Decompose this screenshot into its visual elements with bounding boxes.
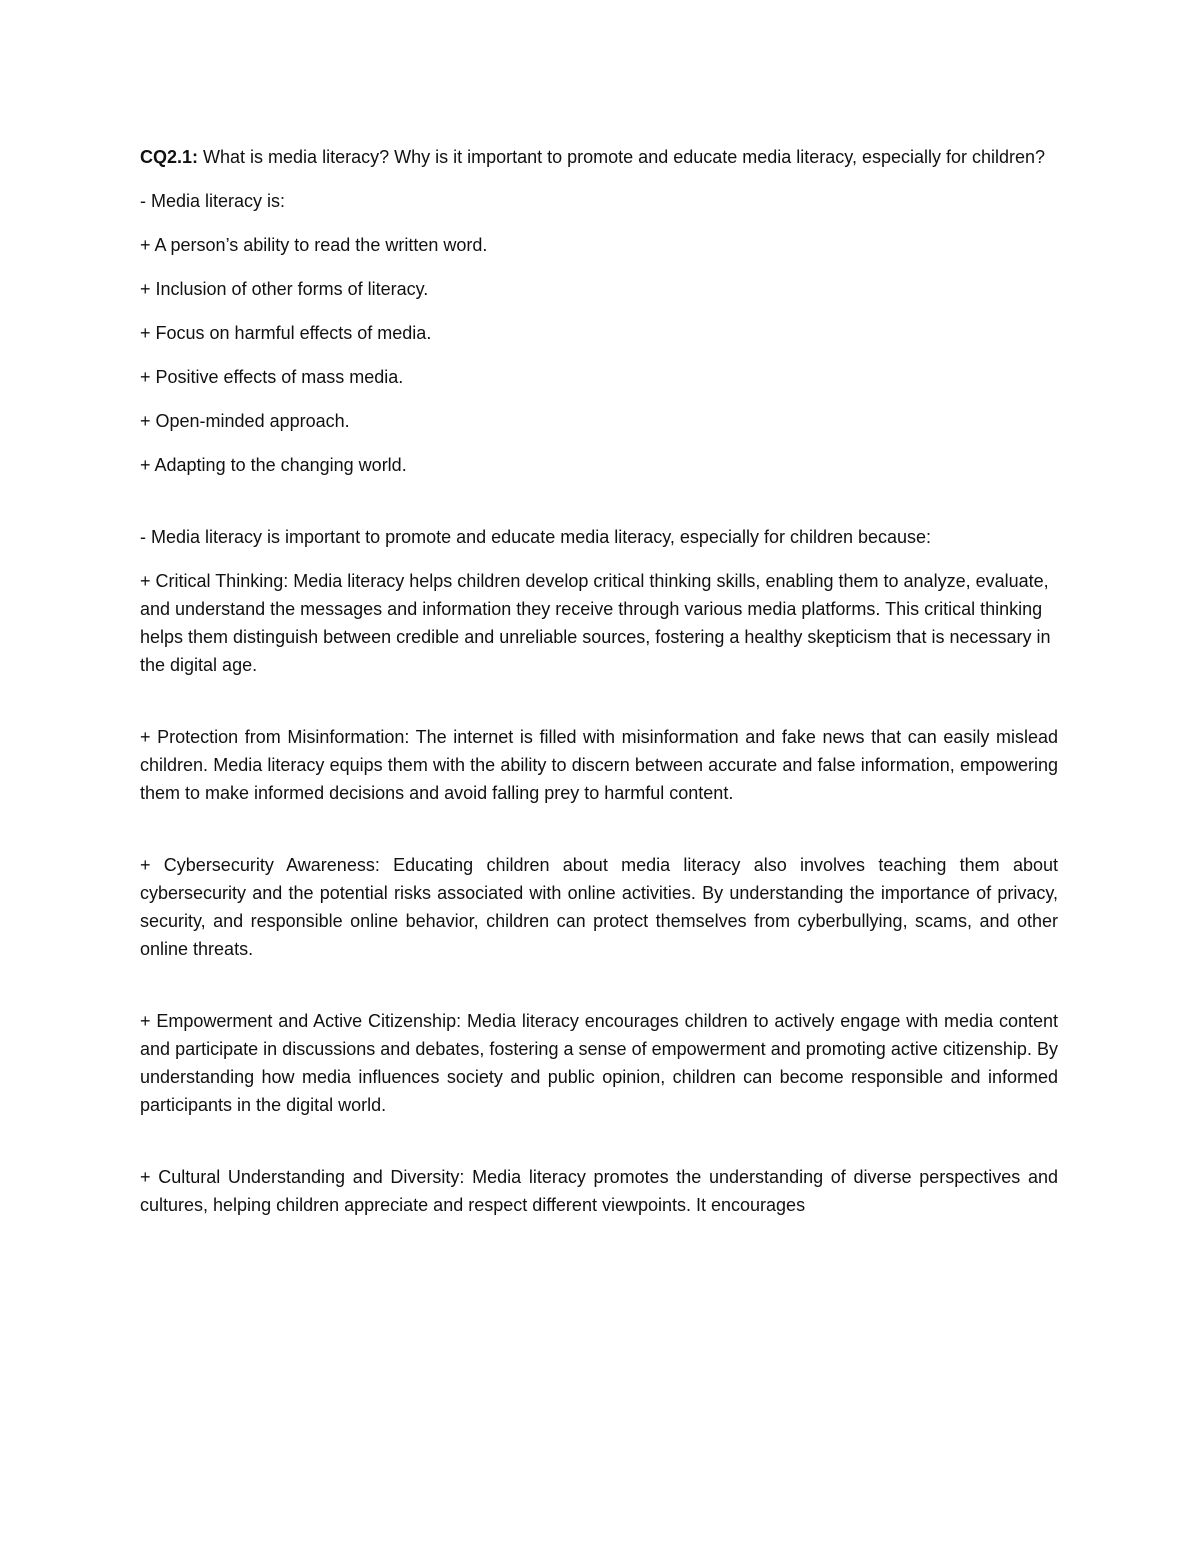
definition-item: + Focus on harmful effects of media. xyxy=(140,323,432,343)
importance-point-diversity: + Cultural Understanding and Diversity: Media literacy promotes the understanding of diverse perspectives and cultures, helping children appreciate and respect different viewpoints. It encourages xyxy=(140,1167,1058,1215)
importance-point-critical-thinking: + Critical Thinking: Media literacy helps children develop critical thinking skills, enabling them to analyze, evaluate, and understand the messages and information they receive through various media platforms. This critical thinking helps them distinguish between credible and unreliable sources, fostering a healthy skepticism that is necessary in the digital age. xyxy=(140,571,1051,675)
importance-point-misinformation: + Protection from Misinformation: The internet is filled with misinformation and fake news that can easily mislead children. Media literacy equips them with the ability to discern between accurate and false information, empowering them to make informed decisions and avoid falling prey to harmful content. xyxy=(140,727,1058,803)
importance-point-cybersecurity: + Cybersecurity Awareness: Educating children about media literacy also involves teaching them about cybersecurity and the potential risks associated with online activities. By understanding the importance of privacy, security, and responsible online behavior, children can protect themselves from cyberbullying, scams, and other online threats. xyxy=(140,855,1058,959)
importance-intro: - Media literacy is important to promote and educate media literacy, especially for children because: xyxy=(140,527,932,547)
definition-item: + Open-minded approach. xyxy=(140,411,350,431)
definition-intro: - Media literacy is: xyxy=(140,191,286,211)
question-text: What is media literacy? Why is it important to promote and educate media literacy, especially for children? xyxy=(198,147,1046,167)
importance-point-citizenship: + Empowerment and Active Citizenship: Media literacy encourages children to actively engage with media content and participate in discussions and debates, fostering a sense of empowerment and promoting active citizenship. By understanding how media influences society and public opinion, children can become responsible and informed participants in the digital world. xyxy=(140,1011,1058,1115)
definition-item: + Adapting to the changing world. xyxy=(140,455,407,475)
question-paragraph xyxy=(140,143,1058,171)
document-page xyxy=(140,143,1058,1235)
question-label: CQ2.1: xyxy=(140,147,199,167)
definition-item: + Positive effects of mass media. xyxy=(140,367,404,387)
definition-item: + A person’s ability to read the written word. xyxy=(140,235,488,255)
definition-item: + Inclusion of other forms of literacy. xyxy=(140,279,429,299)
